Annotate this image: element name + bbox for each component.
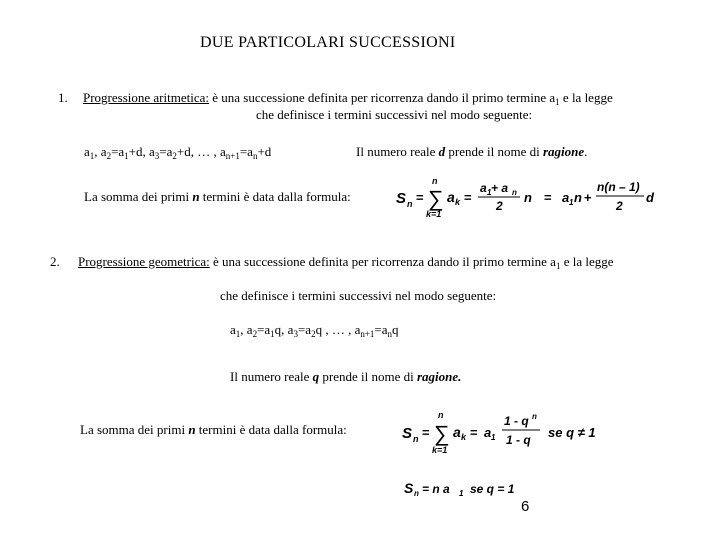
item-1-heading: Progressione aritmetica: xyxy=(83,90,209,105)
item-2-line2: che definisce i termini successivi nel modo seguente: xyxy=(220,288,497,303)
formula-sum-top: n xyxy=(432,176,438,186)
gformula-sum-bottom: k=1 xyxy=(432,445,448,455)
item-1-sequence: $a_1$, $a_2=a_1+d$, $a_3=a_2+d$, … , $a_{n+1}=a_n+d$ xyxy=(84,144,272,161)
gformula-s: S xyxy=(402,425,413,442)
formula-num1-sub: 1 xyxy=(487,188,492,197)
gformula-num: 1 - q xyxy=(504,414,529,428)
formula-sigma: ∑ xyxy=(428,186,444,211)
arithmetic-sum-formula xyxy=(392,175,692,225)
gformula-cond: se q ≠ 1 xyxy=(548,425,596,440)
formula-eq2: = xyxy=(464,190,472,205)
formula-a1: a xyxy=(562,190,570,205)
gformula-eq: = xyxy=(422,425,430,440)
item-1-number: 1. xyxy=(58,90,68,105)
formula-eq: = xyxy=(416,190,424,205)
formula-ak: a xyxy=(447,189,455,205)
formula-den1: 2 xyxy=(496,199,503,213)
g2formula-eq: = n a xyxy=(422,482,450,496)
gformula-ak: a xyxy=(453,424,461,440)
formula-num1-plus: + a xyxy=(491,181,509,195)
g2formula-s-sub: n xyxy=(414,489,419,498)
formula-s: S xyxy=(396,190,407,207)
formula-den2: 2 xyxy=(616,199,623,213)
formula-s-sub: n xyxy=(407,199,413,209)
gformula-a1-sub: 1 xyxy=(491,433,496,442)
item-1-line2: che definisce i termini successivi nel modo seguente: xyxy=(256,107,533,122)
formula-plus: + xyxy=(584,190,592,205)
item-1-line1: Progressione aritmetica: è una successione definita per ricorrenza dando il primo termine $a_1$ e la legge xyxy=(83,90,613,107)
formula-n: n xyxy=(524,190,532,205)
geometric-sum-formula-q1 xyxy=(402,476,542,500)
item-2-sum-text: La somma dei primi n termini è data dalla formula: xyxy=(80,422,347,437)
page-number: 6 xyxy=(521,498,530,515)
formula-d: d xyxy=(646,190,654,205)
gformula-sum-top: n xyxy=(438,410,444,420)
formula-a1-sub: 1 xyxy=(569,198,574,207)
formula-a1-n: n xyxy=(574,190,582,205)
formula-num1: a xyxy=(480,181,487,195)
gformula-eq2: = xyxy=(470,425,478,440)
g2formula-cond: se q = 1 xyxy=(470,482,515,496)
item-2-line1: Progressione geometrica: è una successione definita per ricorrenza dando il primo termine $a_1$ e la legge xyxy=(78,254,614,271)
gformula-den: 1 - q xyxy=(506,433,531,447)
item-2-sequence: $a_1$, $a_2=a_1q$, $a_3=a_2q$ , … , $a_{n+1}=a_nq$ xyxy=(230,322,399,339)
item-2-ratio: Il numero reale q prende il nome di ragione. xyxy=(230,369,462,384)
item-2-heading: Progressione geometrica: xyxy=(78,254,210,269)
g2formula-a-sub: 1 xyxy=(459,489,464,498)
item-2-number: 2. xyxy=(50,254,60,269)
g2formula-s: S xyxy=(404,480,414,496)
gformula-sigma: ∑ xyxy=(434,421,450,446)
item-1-sum-text: La somma dei primi n termini è data dalla formula: xyxy=(84,189,351,204)
formula-ak-sub: k xyxy=(455,197,461,207)
gformula-s-sub: n xyxy=(413,434,419,444)
geometric-sum-formula xyxy=(398,408,638,462)
gformula-ak-sub: k xyxy=(461,432,467,442)
gformula-num-exp: n xyxy=(532,412,537,421)
formula-num2: n(n – 1) xyxy=(597,180,640,194)
item-1-ratio: Il numero reale d prende il nome di ragione. xyxy=(356,144,588,159)
formula-num1-sub2: n xyxy=(512,188,517,197)
formula-eq3: = xyxy=(544,190,552,205)
gformula-a1: a xyxy=(484,425,492,440)
formula-sum-bottom: k=1 xyxy=(426,209,442,219)
page-title: DUE PARTICOLARI SUCCESSIONI xyxy=(200,34,456,51)
